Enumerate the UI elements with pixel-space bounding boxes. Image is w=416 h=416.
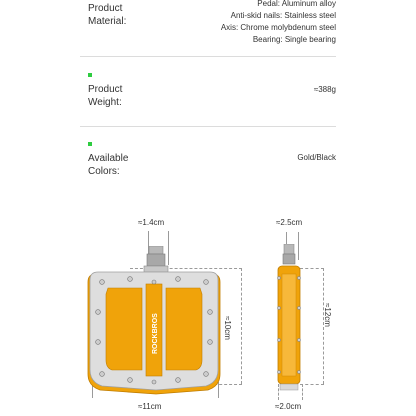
colors-label <box>88 152 128 178</box>
pedal-spindle-nut <box>144 266 168 272</box>
side-base <box>280 384 298 390</box>
side-thickness-guide-right <box>302 384 303 400</box>
material-value-pedal: Pedal: Aluminum alloy <box>257 0 336 8</box>
material-value-axis: Axis: Chrome molybdenum steel <box>220 23 336 32</box>
weight-values <box>314 84 336 96</box>
pedal-brand-text: ROCKBROS <box>152 313 159 354</box>
material-value-bearing: Bearing: Single bearing <box>252 35 336 44</box>
pedal-front-view <box>86 246 222 396</box>
material-values <box>221 0 336 46</box>
weight-bullet-icon <box>88 73 92 77</box>
side-spindle <box>284 244 294 254</box>
front-spindle-dimension: ≈1.4cm <box>138 218 165 227</box>
divider-2 <box>80 126 336 127</box>
weight-label <box>88 83 122 109</box>
front-height-guide-vertical <box>241 268 242 384</box>
colors-value: Gold/Black <box>297 153 336 162</box>
pedal-right-cutout <box>166 288 202 370</box>
side-spindle-thread <box>283 254 295 264</box>
front-height-dimension: ≈10cm <box>223 316 232 340</box>
divider-1 <box>80 56 336 57</box>
side-length-guide-vertical <box>323 268 324 384</box>
pedal-left-cutout <box>106 288 142 370</box>
material-label-line1: Product <box>88 3 123 14</box>
pedal-side-view <box>276 244 302 394</box>
colors-bullet-icon <box>88 142 92 146</box>
material-value-nails: Anti-skid nails: Stainless steel <box>230 11 336 20</box>
side-length-guide-bottom <box>300 384 324 385</box>
pedal-spindle <box>149 246 163 254</box>
front-width-dimension: ≈11cm <box>138 402 162 411</box>
colors-values <box>297 152 336 164</box>
colors-label-line2: Colors: <box>88 166 120 177</box>
weight-value: ≈388g <box>313 85 336 94</box>
weight-label-line1: Product <box>88 84 123 95</box>
side-thickness-dimension: ≈2.0cm <box>275 402 302 411</box>
pedal-spindle-thread <box>147 254 165 266</box>
colors-label-line1: Available <box>88 153 129 164</box>
side-length-guide-top <box>300 268 324 269</box>
side-inner-edge <box>282 274 296 376</box>
material-label <box>88 2 126 28</box>
side-spindle-dimension: ≈2.5cm <box>276 218 303 227</box>
side-length-dimension: ≈12cm <box>323 303 332 327</box>
weight-label-line2: Weight: <box>88 97 122 108</box>
material-label-line2: Material: <box>88 16 127 27</box>
